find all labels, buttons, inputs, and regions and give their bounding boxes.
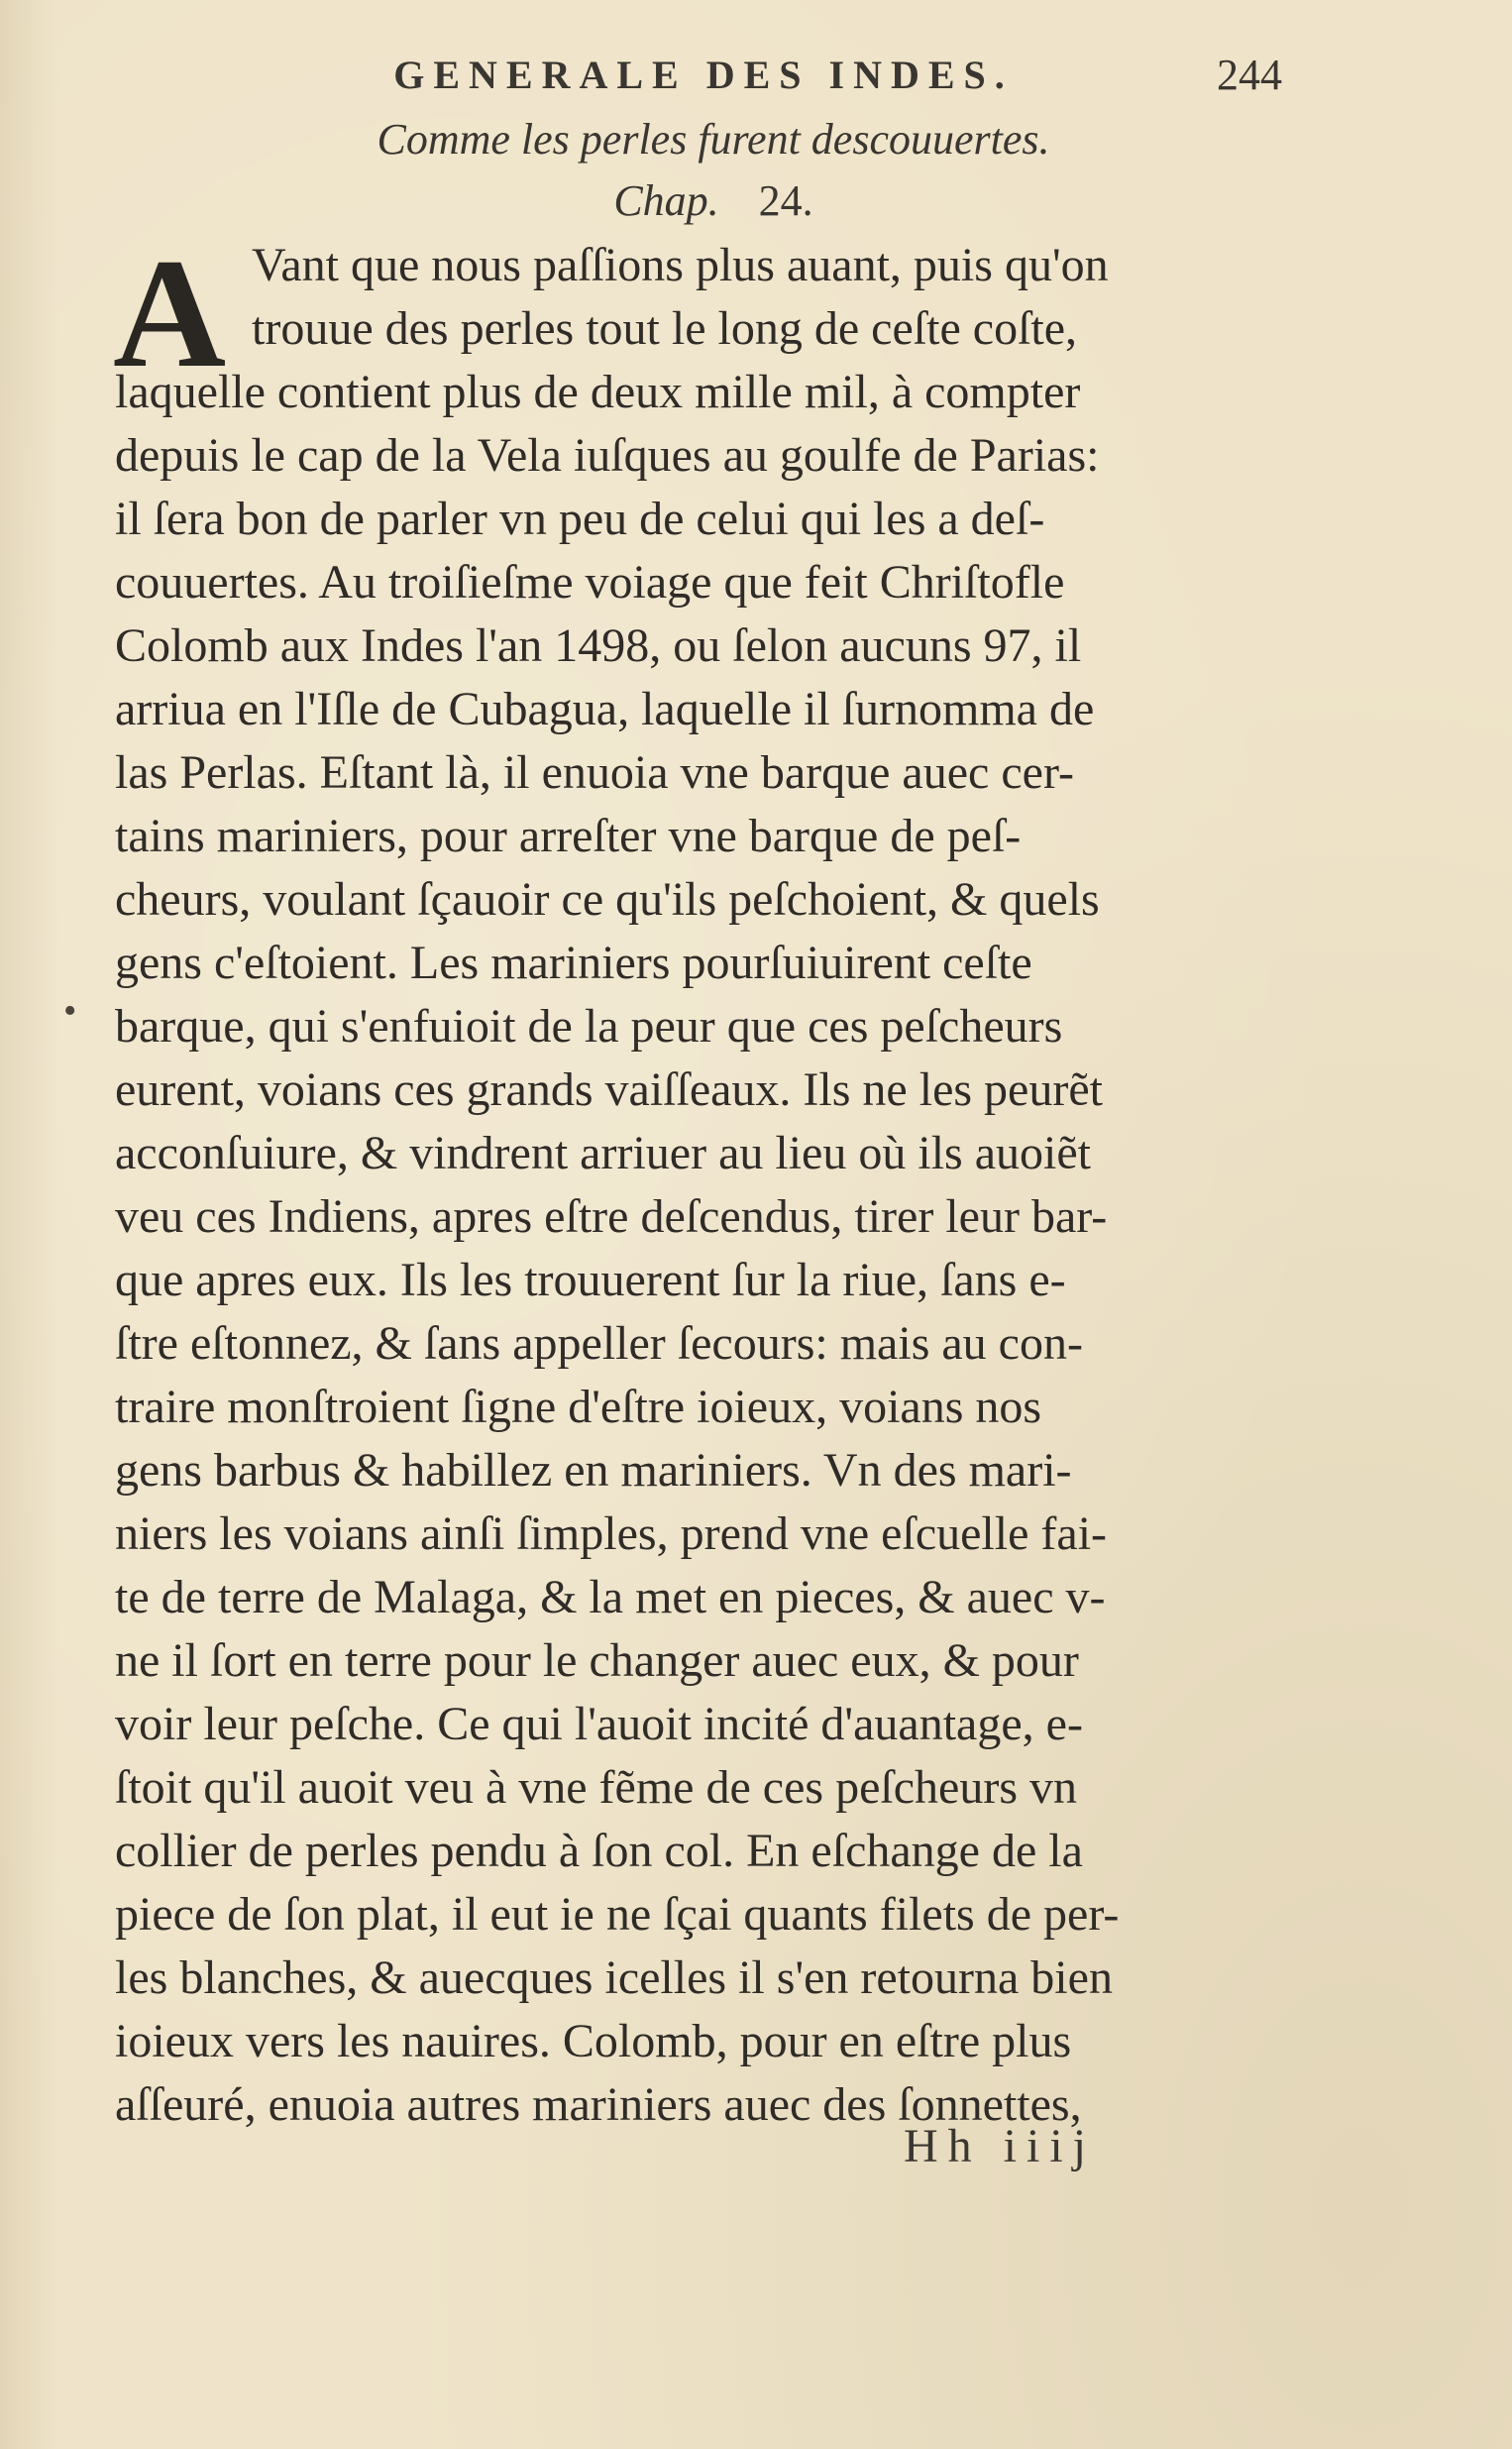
text-line: aſſeuré, enuoia autres mariniers auec des ſonnettes,	[115, 2078, 1082, 2131]
text-line: piece de ſon plat, il eut ie ne ſçai quants filets de per-	[115, 1888, 1120, 1941]
running-title: GENERALE DES INDES.	[393, 53, 1014, 97]
page-number: 244	[1217, 51, 1282, 99]
text-line: ſtoit qu'il auoit veu à vne fẽme de ces peſcheurs vn	[115, 1761, 1077, 1814]
text-line: te de terre de Malaga, & la met en pieces, & auec v-	[115, 1571, 1106, 1623]
text-line: ioieux vers les nauires. Colomb, pour en eſtre plus	[115, 2015, 1072, 2067]
text-line: gens c'eſtoient. Les mariniers pourſuiuirent ceſte	[115, 937, 1032, 989]
text-line: eurent, voians ces grands vaiſſeaux. Ils ne les peurẽt	[115, 1063, 1103, 1116]
text-line: ſtre eſtonnez, & ſans appeller ſecours: mais au con-	[115, 1317, 1083, 1370]
text-line: veu ces Indiens, apres eſtre deſcendus, tirer leur bar-	[115, 1190, 1108, 1243]
text-line: les blanches, & auecques icelles il s'en retourna bien	[115, 1951, 1113, 2004]
text-line: arriua en l'Iſle de Cubagua, laquelle il ſurnomma de	[115, 683, 1095, 735]
text-line: Vant que nous paſſions plus auant, puis qu'on	[252, 239, 1109, 291]
text-line: gens barbus & habillez en mariniers. Vn des mari-	[115, 1444, 1072, 1497]
text-line: couuertes. Au troiſieſme voiage que feit Chriſtofle	[115, 556, 1065, 609]
text-line: cheurs, voulant ſçauoir ce qu'ils peſchoient, & quels	[115, 873, 1100, 926]
text-line: depuis le cap de la Vela iuſques au goulfe de Parias:	[115, 429, 1100, 482]
text-line: laquelle contient plus de deux mille mil, à compter	[115, 366, 1081, 418]
text-line: Colomb aux Indes l'an 1498, ou ſelon aucuns 97, il	[115, 619, 1082, 672]
text-line: tains mariniers, pour arreſter vne barque de peſ-	[115, 810, 1022, 862]
chapter-number: 24.	[758, 176, 813, 225]
text-line: barque, qui s'enfuioit de la peur que ces peſcheurs	[115, 1000, 1063, 1053]
text-line: traire monſtroient ſigne d'eſtre ioieux, voians nos	[115, 1381, 1042, 1433]
drop-cap: A	[113, 227, 227, 400]
text-line: acconſuiure, & vindrent arriuer au lieu où ils auoiẽt	[115, 1127, 1091, 1179]
chapter-label: Chap.	[613, 176, 719, 225]
body-text	[113, 227, 1324, 2137]
text-line: il ſera bon de parler vn peu de celui qui les a deſ-	[115, 493, 1045, 545]
text-line: ne il ſort en terre pour le changer auec eux, & pour	[115, 1634, 1079, 1687]
text-line: trouue des perles tout le long de ceſte coſte,	[252, 302, 1078, 355]
chapter-number-line	[327, 170, 1100, 232]
chapter-heading	[327, 109, 1100, 232]
text-line: collier de perles pendu à ſon col. En eſchange de la	[115, 1825, 1083, 1877]
text-line: las Perlas. Eſtant là, il enuoia vne barque auec cer-	[115, 746, 1074, 799]
chapter-title: Comme les perles furent descouuertes.	[377, 115, 1050, 164]
text-line: niers les voians ainſi ſimples, prend vne eſcuelle fai-	[115, 1507, 1108, 1560]
text-line: voir leur peſche. Ce qui l'auoit incité d'auantage, e-	[115, 1698, 1083, 1750]
text-line: que apres eux. Ils les trouuerent ſur la riue, ſans e-	[115, 1254, 1066, 1306]
margin-mark: •	[63, 990, 77, 1032]
signature-mark: Hh iiij	[904, 2120, 1097, 2172]
